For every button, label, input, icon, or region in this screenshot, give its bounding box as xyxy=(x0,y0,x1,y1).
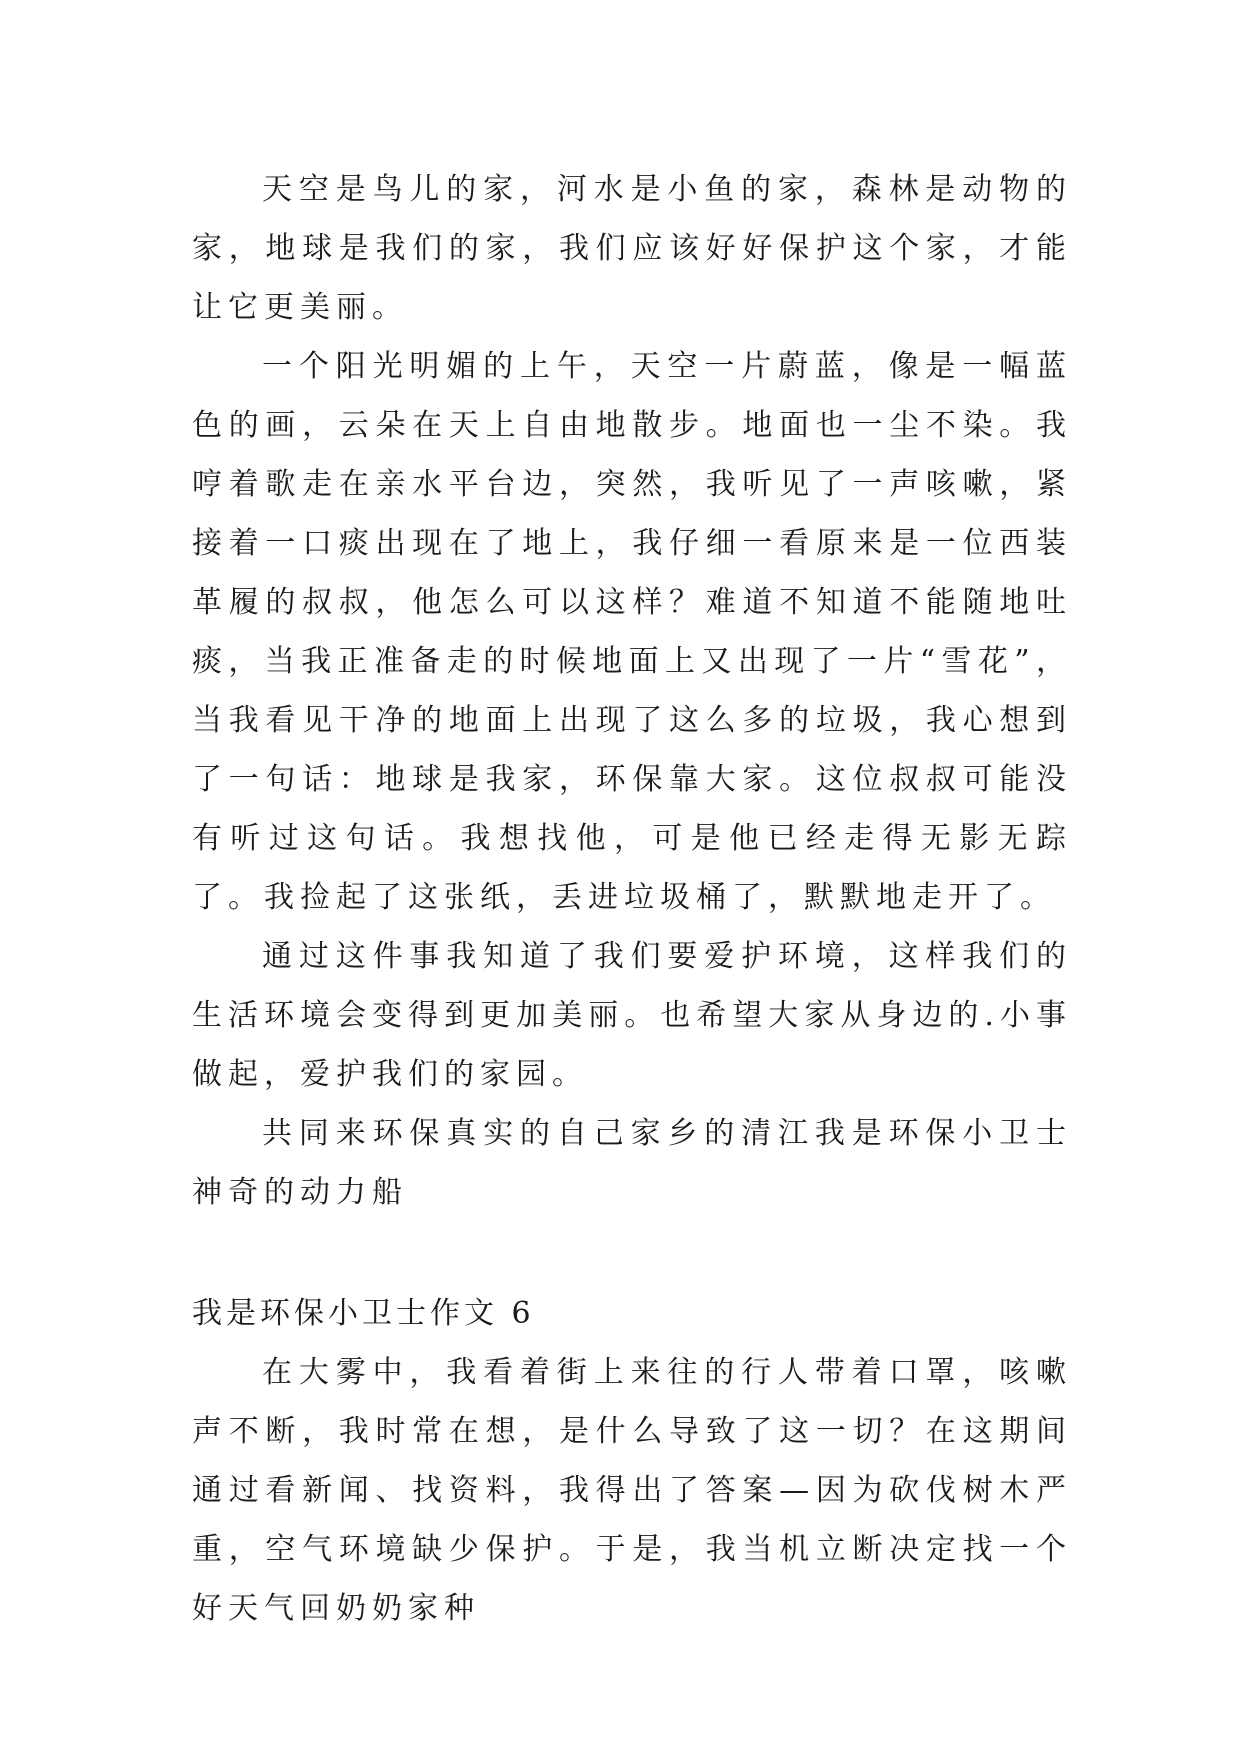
essay-heading: 我是环保小卫士作文 6 xyxy=(192,1296,535,1331)
document-page xyxy=(192,160,1072,1638)
paragraph-fog: 在大雾中，我看着街上来往的行人带着口罩，咳嗽声不断，我时常在想，是什么导致了这一切？在这期间通过看新闻、找资料，我得出了答案—因为砍伐树木严重，空气环境缺少保护。于是，我当机立断决定找一个好天气回奶奶家种 xyxy=(192,1355,1072,1626)
paragraph-related-titles: 共同来环保真实的自己家乡的清江我是环保小卫士神奇的动力船 xyxy=(192,1116,1072,1210)
paragraph-lesson: 通过这件事我知道了我们要爱护环境，这样我们的生活环境会变得到更加美丽。也希望大家从身边的.小事做起，爱护我们的家园。 xyxy=(192,939,1072,1092)
paragraph-home: 天空是鸟儿的家，河水是小鱼的家，森林是动物的家，地球是我们的家，我们应该好好保护这个家，才能让它更美丽。 xyxy=(192,172,1072,325)
paragraph-story: 一个阳光明媚的上午，天空一片蔚蓝，像是一幅蓝色的画，云朵在天上自由地散步。地面也一尘不染。我哼着歌走在亲水平台边，突然，我听见了一声咳嗽，紧接着一口痰出现在了地上，我仔细一看原来是一位西装革履的叔叔，他怎么可以这样？难道不知道不能随地吐痰，当我正准备走的时候地面上又出现了一片“雪花”，当我看见干净的地面上出现了这么多的垃圾，我心想到了一句话：地球是我家，环保靠大家。这位叔叔可能没有听过这句话。我想找他，可是他已经走得无影无踪了。我捡起了这张纸，丢进垃圾桶了，默默地走开了。 xyxy=(192,349,1072,915)
